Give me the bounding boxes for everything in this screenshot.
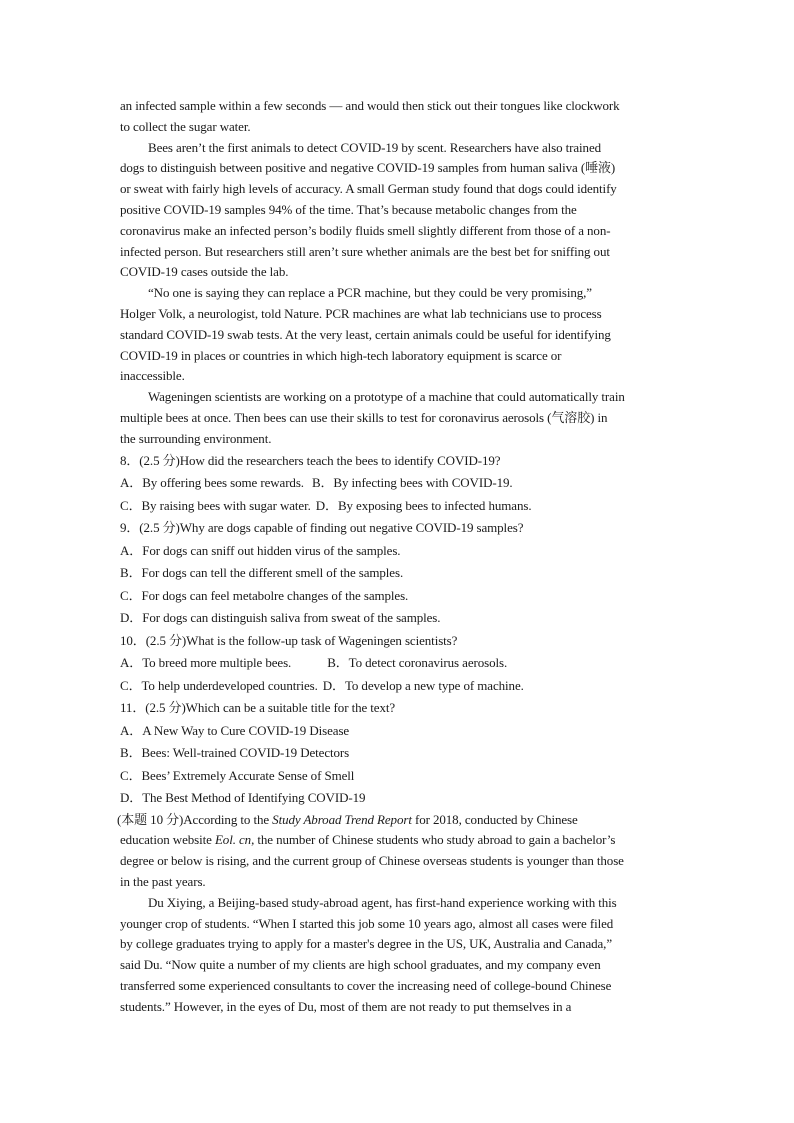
text-line: by college graduates trying to apply for a master's degree in the US, UK, Australia and Canada,” [120,936,613,952]
text-line: an infected sample within a few seconds — and would then stick out their tongues like clockwork [120,98,620,113]
text-line: transferred some experienced consultants to cover the increasing need of college-bound Chinese [120,977,612,993]
text-line: degree or below is rising, and the current group of Chinese overseas students is younger than those [120,853,624,869]
text-line: coronavirus make an infected person’s bodily fluids smell slightly different from those of a non- [120,222,611,238]
paragraph [120,138,680,284]
text-line: inaccessible. [120,368,185,384]
text-line [117,810,680,831]
text-line: Du Xiying, a Beijing-based study-abroad agent, has first-hand experience working with this [148,894,617,910]
paragraph [120,893,680,1018]
text-line: to collect the sugar water. [120,118,251,134]
question-11 [120,697,680,810]
text-span: (本题 10 分)According to the [117,811,273,827]
text-span: education website [120,832,215,848]
option-d[interactable]: D．By exposing bees to infected humans. [315,497,532,513]
option-a[interactable]: A．By offering bees some rewards. [120,475,304,491]
text-line: students.” However, in the eyes of Du, most of them are not ready to put themselves in a [120,998,572,1014]
text-line: or sweat with fairly high levels of accuracy. A small German study found that dogs could identify [120,181,617,197]
paragraph [117,810,680,893]
option-b[interactable]: B．Bees: Well-trained COVID-19 Detectors [120,745,350,761]
text-line: Wageningen scientists are working on a prototype of a machine that could automatically train [148,389,625,405]
option-d[interactable]: D．For dogs can distinguish saliva from sweat of the samples. [120,610,441,626]
text-line: younger crop of students. “When I started this job some 10 years ago, almost all cases were filed [120,915,614,931]
option-b[interactable]: B．For dogs can tell the different smell of the samples. [120,565,404,581]
option-row [120,495,680,518]
text-span: for 2018, conducted by Chinese [411,811,578,827]
text-line: Holger Volk, a neurologist, told Nature. PCR machines are what lab technicians use to process [120,305,602,321]
text-span: , the number of Chinese students who study abroad to gain a bachelor’s [251,832,616,848]
option-c[interactable]: C．To help underdeveloped countries. [120,677,318,693]
question-10 [120,630,680,698]
question-9 [120,517,680,630]
text-line: standard COVID-19 swab tests. At the very least, certain animals could be useful for identifying [120,326,611,342]
option-c[interactable]: C．By raising bees with sugar water. [120,497,311,513]
text-line: COVID-19 cases outside the lab. [120,264,289,280]
paragraph [120,283,680,387]
text-line: multiple bees at once. Then bees can use their skills to test for coronavirus aerosols (气溶胶) in [120,409,608,425]
paragraph [120,387,680,449]
text-line: the surrounding environment. [120,430,272,446]
paragraph [120,96,680,138]
option-a[interactable]: A．A New Way to Cure COVID-19 Disease [120,722,350,738]
option-row [120,675,680,698]
option-a[interactable]: A．For dogs can sniff out hidden virus of the samples. [120,542,401,558]
website-name: Eol. cn [214,832,252,848]
text-line: “No one is saying they can replace a PCR machine, but they could be very promising,” [148,285,592,301]
text-line: infected person. But researchers still aren’t sure whether animals are the best bet for sniffing out [120,243,610,259]
text-line: COVID-19 in places or countries in which high-tech laboratory equipment is scarce or [120,347,562,363]
option-b[interactable]: B．To detect coronavirus aerosols. [327,655,508,671]
text-line: Bees aren’t the first animals to detect COVID-19 by scent. Researchers have also trained [148,139,602,155]
text-line: in the past years. [120,873,206,889]
option-row [120,652,680,675]
question-stem: 8．(2.5 分)How did the researchers teach the bees to identify COVID-19? [120,452,501,468]
option-d[interactable]: D．The Best Method of Identifying COVID-19 [120,790,366,806]
question-stem: 11．(2.5 分)Which can be a suitable title for the text? [120,700,396,716]
option-c[interactable]: C．Bees’ Extremely Accurate Sense of Smell [120,767,355,783]
text-line [117,830,680,851]
question-stem: 9．(2.5 分)Why are dogs capable of finding out negative COVID-19 samples? [120,520,524,536]
question-8 [120,450,680,518]
option-b[interactable]: B．By infecting bees with COVID-19. [311,475,513,491]
text-line: positive COVID-19 samples 94% of the time. That’s because metabolic changes from the [120,201,577,217]
option-d[interactable]: D．To develop a new type of machine. [322,677,524,693]
text-line: dogs to distinguish between positive and negative COVID-19 samples from human saliva (唾液) [120,160,616,176]
option-c[interactable]: C．For dogs can feel metabolre changes of the samples. [120,587,409,603]
text-line: said Du. “Now quite a number of my clients are high school graduates, and my company even [120,957,601,973]
question-stem: 10．(2.5 分)What is the follow-up task of Wageningen scientists? [120,632,458,648]
document-page [117,96,680,1018]
option-row [120,472,680,495]
option-a[interactable]: A．To breed more multiple bees. [120,655,292,671]
report-title: Study Abroad Trend Report [272,811,412,827]
